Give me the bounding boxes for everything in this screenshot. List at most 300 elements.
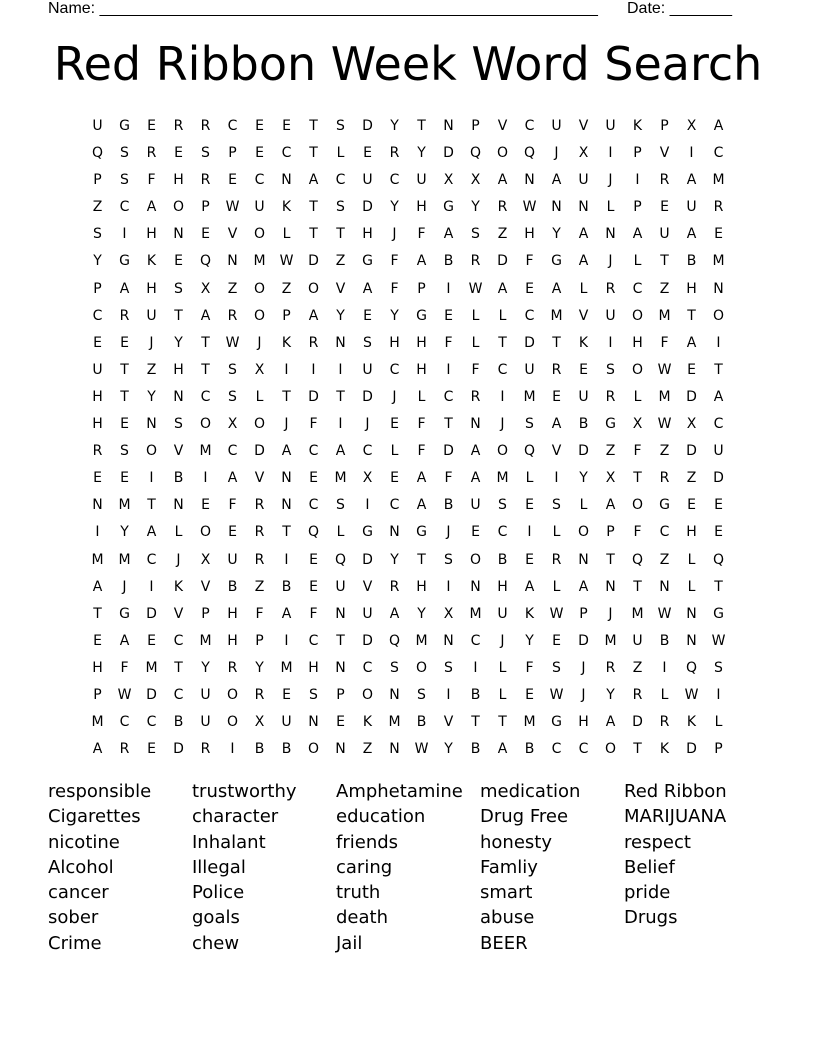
- grid-letter[interactable]: M: [280, 659, 293, 676]
- grid-letter[interactable]: Q: [523, 443, 536, 460]
- grid-letter[interactable]: N: [686, 605, 697, 622]
- grid-letter[interactable]: A: [227, 470, 238, 487]
- grid-letter[interactable]: R: [497, 199, 508, 216]
- grid-letter[interactable]: N: [281, 470, 292, 487]
- grid-letter[interactable]: L: [498, 659, 507, 676]
- grid-letter[interactable]: E: [336, 714, 345, 731]
- grid-letter[interactable]: K: [524, 605, 535, 622]
- grid-letter[interactable]: A: [632, 226, 643, 243]
- grid-letter[interactable]: I: [635, 172, 640, 189]
- grid-letter[interactable]: W: [657, 416, 672, 433]
- grid-letter[interactable]: H: [227, 605, 238, 622]
- grid-letter[interactable]: F: [147, 172, 156, 189]
- grid-letter[interactable]: X: [605, 470, 616, 487]
- grid-letter[interactable]: O: [496, 443, 509, 460]
- grid-letter[interactable]: N: [389, 741, 400, 758]
- grid-letter[interactable]: O: [226, 686, 239, 703]
- grid-letter[interactable]: T: [633, 470, 642, 487]
- grid-letter[interactable]: A: [281, 605, 292, 622]
- grid-letter[interactable]: D: [362, 118, 373, 134]
- grid-letter[interactable]: N: [443, 632, 454, 649]
- grid-letter[interactable]: K: [686, 714, 697, 731]
- grid-letter[interactable]: T: [174, 307, 183, 324]
- grid-letter[interactable]: M: [118, 551, 131, 568]
- grid-letter[interactable]: M: [712, 253, 725, 270]
- grid-letter[interactable]: W: [522, 199, 537, 216]
- grid-letter[interactable]: E: [120, 416, 129, 433]
- grid-letter[interactable]: H: [362, 226, 373, 243]
- grid-letter[interactable]: R: [308, 334, 319, 351]
- grid-letter[interactable]: I: [230, 741, 235, 758]
- grid-letter[interactable]: Y: [552, 226, 561, 243]
- grid-letter[interactable]: F: [255, 605, 264, 622]
- grid-letter[interactable]: W: [117, 686, 132, 703]
- grid-letter[interactable]: Z: [632, 659, 643, 676]
- grid-letter[interactable]: V: [578, 307, 589, 324]
- grid-letter[interactable]: S: [120, 443, 129, 460]
- grid-letter[interactable]: E: [552, 632, 561, 649]
- grid-letter[interactable]: G: [119, 118, 130, 134]
- grid-letter[interactable]: K: [146, 253, 157, 270]
- grid-letter[interactable]: D: [146, 686, 157, 703]
- grid-letter[interactable]: T: [201, 361, 210, 378]
- grid-letter[interactable]: W: [684, 686, 699, 703]
- grid-letter[interactable]: R: [119, 307, 130, 324]
- grid-letter[interactable]: R: [605, 280, 616, 297]
- grid-letter[interactable]: S: [336, 118, 345, 134]
- grid-letter[interactable]: D: [578, 443, 589, 460]
- grid-letter[interactable]: N: [227, 253, 238, 270]
- grid-letter[interactable]: W: [711, 632, 726, 649]
- grid-letter[interactable]: F: [228, 497, 237, 514]
- grid-letter[interactable]: E: [390, 416, 399, 433]
- grid-letter[interactable]: T: [444, 416, 453, 433]
- grid-letter[interactable]: S: [174, 280, 183, 297]
- grid-letter[interactable]: E: [147, 741, 156, 758]
- grid-letter[interactable]: L: [687, 551, 696, 568]
- grid-letter[interactable]: N: [173, 388, 184, 405]
- grid-letter[interactable]: O: [577, 524, 590, 541]
- grid-letter[interactable]: F: [390, 280, 399, 297]
- grid-letter[interactable]: R: [659, 172, 670, 189]
- grid-letter[interactable]: I: [203, 470, 208, 487]
- grid-letter[interactable]: A: [497, 280, 508, 297]
- grid-letter[interactable]: B: [281, 741, 292, 758]
- grid-letter[interactable]: G: [416, 524, 427, 541]
- grid-letter[interactable]: N: [659, 578, 670, 595]
- grid-letter[interactable]: R: [200, 118, 211, 134]
- grid-letter[interactable]: A: [551, 416, 562, 433]
- grid-letter[interactable]: J: [446, 524, 451, 541]
- grid-letter[interactable]: Q: [307, 524, 320, 541]
- grid-letter[interactable]: H: [416, 199, 427, 216]
- grid-letter[interactable]: Y: [93, 253, 102, 270]
- grid-letter[interactable]: U: [92, 118, 103, 134]
- grid-letter[interactable]: N: [578, 551, 589, 568]
- grid-letter[interactable]: Q: [199, 253, 212, 270]
- grid-letter[interactable]: E: [525, 280, 534, 297]
- grid-letter[interactable]: R: [389, 578, 400, 595]
- grid-letter[interactable]: C: [173, 632, 184, 649]
- grid-letter[interactable]: Y: [147, 388, 156, 405]
- grid-letter[interactable]: O: [469, 551, 482, 568]
- grid-letter[interactable]: I: [311, 361, 316, 378]
- grid-letter[interactable]: H: [92, 659, 103, 676]
- grid-letter[interactable]: A: [416, 253, 427, 270]
- grid-letter[interactable]: W: [468, 280, 483, 297]
- grid-letter[interactable]: T: [687, 307, 696, 324]
- grid-letter[interactable]: B: [686, 253, 697, 270]
- grid-letter[interactable]: L: [282, 226, 291, 243]
- grid-letter[interactable]: Z: [254, 578, 265, 595]
- grid-letter[interactable]: N: [605, 578, 616, 595]
- grid-letter[interactable]: C: [470, 632, 481, 649]
- grid-letter[interactable]: E: [714, 524, 723, 541]
- grid-letter[interactable]: A: [443, 226, 454, 243]
- grid-letter[interactable]: Y: [390, 199, 399, 216]
- grid-letter[interactable]: A: [497, 172, 508, 189]
- grid-letter[interactable]: R: [254, 497, 265, 514]
- grid-letter[interactable]: J: [149, 334, 154, 351]
- grid-letter[interactable]: R: [713, 199, 724, 216]
- grid-letter[interactable]: J: [554, 145, 559, 162]
- grid-letter[interactable]: E: [471, 524, 480, 541]
- grid-letter[interactable]: U: [524, 361, 535, 378]
- grid-letter[interactable]: I: [338, 416, 343, 433]
- grid-letter[interactable]: M: [415, 632, 428, 649]
- grid-letter[interactable]: A: [308, 172, 319, 189]
- grid-letter[interactable]: H: [686, 280, 697, 297]
- grid-letter[interactable]: K: [659, 741, 670, 758]
- grid-letter[interactable]: X: [200, 551, 211, 568]
- grid-letter[interactable]: M: [118, 497, 131, 514]
- grid-letter[interactable]: S: [714, 659, 723, 676]
- grid-letter[interactable]: R: [200, 172, 211, 189]
- grid-letter[interactable]: I: [554, 470, 559, 487]
- grid-letter[interactable]: S: [228, 361, 237, 378]
- grid-letter[interactable]: U: [362, 172, 373, 189]
- grid-letter[interactable]: D: [362, 632, 373, 649]
- grid-letter[interactable]: B: [416, 714, 427, 731]
- grid-letter[interactable]: U: [686, 199, 697, 216]
- grid-letter[interactable]: U: [362, 361, 373, 378]
- grid-letter[interactable]: R: [551, 551, 562, 568]
- grid-letter[interactable]: W: [657, 605, 672, 622]
- grid-letter[interactable]: T: [309, 199, 318, 216]
- grid-letter[interactable]: T: [660, 253, 669, 270]
- grid-letter[interactable]: E: [93, 334, 102, 351]
- grid-letter[interactable]: I: [338, 361, 343, 378]
- grid-letter[interactable]: A: [416, 470, 427, 487]
- grid-letter[interactable]: Y: [390, 307, 399, 324]
- grid-letter[interactable]: D: [443, 145, 454, 162]
- grid-letter[interactable]: Y: [390, 551, 399, 568]
- grid-letter[interactable]: T: [147, 497, 156, 514]
- grid-letter[interactable]: E: [687, 497, 696, 514]
- grid-letter[interactable]: I: [446, 361, 451, 378]
- grid-letter[interactable]: Z: [362, 741, 373, 758]
- grid-letter[interactable]: C: [524, 307, 535, 324]
- grid-letter[interactable]: U: [497, 605, 508, 622]
- grid-letter[interactable]: R: [254, 524, 265, 541]
- grid-letter[interactable]: V: [254, 470, 265, 487]
- grid-letter[interactable]: F: [525, 253, 534, 270]
- grid-letter[interactable]: C: [146, 551, 157, 568]
- grid-letter[interactable]: D: [686, 388, 697, 405]
- grid-letter[interactable]: I: [473, 659, 478, 676]
- grid-letter[interactable]: E: [525, 497, 534, 514]
- grid-letter[interactable]: Y: [201, 659, 210, 676]
- grid-letter[interactable]: N: [470, 416, 481, 433]
- grid-letter[interactable]: M: [91, 551, 104, 568]
- grid-letter[interactable]: M: [145, 659, 158, 676]
- grid-letter[interactable]: A: [605, 714, 616, 731]
- grid-letter[interactable]: I: [284, 632, 289, 649]
- grid-letter[interactable]: L: [552, 578, 561, 595]
- grid-letter[interactable]: E: [93, 632, 102, 649]
- grid-letter[interactable]: D: [686, 443, 697, 460]
- grid-letter[interactable]: O: [199, 416, 212, 433]
- grid-letter[interactable]: N: [605, 226, 616, 243]
- grid-letter[interactable]: T: [417, 551, 426, 568]
- grid-letter[interactable]: G: [551, 253, 562, 270]
- grid-letter[interactable]: B: [173, 714, 184, 731]
- name-field[interactable]: Name: ________________________________________________________: [48, 0, 598, 17]
- grid-letter[interactable]: C: [281, 145, 292, 162]
- grid-letter[interactable]: U: [335, 578, 346, 595]
- grid-letter[interactable]: Y: [579, 470, 588, 487]
- grid-letter[interactable]: K: [173, 578, 184, 595]
- grid-letter[interactable]: L: [633, 253, 642, 270]
- grid-letter[interactable]: C: [335, 172, 346, 189]
- grid-letter[interactable]: C: [362, 659, 373, 676]
- grid-letter[interactable]: C: [497, 524, 508, 541]
- grid-letter[interactable]: Y: [606, 686, 615, 703]
- grid-letter[interactable]: J: [365, 416, 370, 433]
- grid-letter[interactable]: H: [92, 388, 103, 405]
- grid-letter[interactable]: A: [578, 253, 589, 270]
- grid-letter[interactable]: C: [497, 361, 508, 378]
- grid-letter[interactable]: S: [552, 659, 561, 676]
- grid-letter[interactable]: P: [201, 605, 210, 622]
- grid-letter[interactable]: E: [390, 470, 399, 487]
- grid-letter[interactable]: U: [92, 361, 103, 378]
- grid-letter[interactable]: M: [199, 443, 212, 460]
- grid-letter[interactable]: E: [363, 145, 372, 162]
- grid-letter[interactable]: S: [174, 416, 183, 433]
- grid-letter[interactable]: S: [525, 416, 534, 433]
- grid-letter[interactable]: X: [254, 361, 265, 378]
- grid-letter[interactable]: J: [581, 659, 586, 676]
- grid-letter[interactable]: L: [633, 388, 642, 405]
- grid-letter[interactable]: Q: [469, 145, 482, 162]
- grid-letter[interactable]: E: [309, 551, 318, 568]
- grid-letter[interactable]: Y: [525, 632, 534, 649]
- grid-letter[interactable]: T: [714, 361, 723, 378]
- grid-letter[interactable]: L: [336, 145, 345, 162]
- grid-letter[interactable]: C: [146, 714, 157, 731]
- grid-letter[interactable]: T: [282, 524, 291, 541]
- grid-letter[interactable]: B: [254, 741, 265, 758]
- grid-letter[interactable]: A: [281, 443, 292, 460]
- grid-letter[interactable]: U: [605, 307, 616, 324]
- grid-letter[interactable]: E: [687, 361, 696, 378]
- grid-letter[interactable]: R: [254, 551, 265, 568]
- grid-letter[interactable]: I: [149, 470, 154, 487]
- grid-letter[interactable]: Z: [659, 551, 670, 568]
- grid-letter[interactable]: Z: [659, 443, 670, 460]
- grid-letter[interactable]: T: [93, 605, 102, 622]
- grid-letter[interactable]: N: [686, 632, 697, 649]
- grid-letter[interactable]: E: [552, 388, 561, 405]
- grid-letter[interactable]: P: [201, 199, 210, 216]
- grid-letter[interactable]: P: [255, 632, 264, 649]
- grid-letter[interactable]: X: [686, 416, 697, 433]
- grid-letter[interactable]: E: [93, 470, 102, 487]
- grid-letter[interactable]: D: [308, 253, 319, 270]
- grid-letter[interactable]: A: [200, 307, 211, 324]
- grid-letter[interactable]: M: [496, 470, 509, 487]
- grid-letter[interactable]: C: [551, 741, 562, 758]
- grid-letter[interactable]: E: [309, 578, 318, 595]
- grid-letter[interactable]: S: [606, 361, 615, 378]
- grid-letter[interactable]: S: [444, 659, 453, 676]
- grid-letter[interactable]: B: [470, 741, 481, 758]
- grid-letter[interactable]: G: [605, 416, 616, 433]
- grid-letter[interactable]: J: [581, 686, 586, 703]
- grid-letter[interactable]: J: [176, 551, 181, 568]
- grid-letter[interactable]: C: [659, 524, 670, 541]
- grid-letter[interactable]: A: [362, 280, 373, 297]
- grid-letter[interactable]: L: [471, 307, 480, 324]
- grid-letter[interactable]: E: [255, 118, 264, 134]
- grid-letter[interactable]: E: [282, 118, 291, 134]
- grid-letter[interactable]: R: [254, 686, 265, 703]
- grid-letter[interactable]: P: [282, 307, 291, 324]
- grid-letter[interactable]: C: [308, 632, 319, 649]
- grid-letter[interactable]: A: [146, 199, 157, 216]
- grid-letter[interactable]: U: [146, 307, 157, 324]
- grid-letter[interactable]: O: [199, 524, 212, 541]
- grid-letter[interactable]: F: [309, 605, 318, 622]
- grid-letter[interactable]: V: [551, 443, 562, 460]
- grid-letter[interactable]: L: [498, 307, 507, 324]
- grid-letter[interactable]: D: [254, 443, 265, 460]
- grid-letter[interactable]: J: [122, 578, 127, 595]
- grid-letter[interactable]: Z: [335, 253, 346, 270]
- grid-letter[interactable]: C: [119, 199, 130, 216]
- grid-letter[interactable]: P: [633, 199, 642, 216]
- grid-letter[interactable]: R: [470, 253, 481, 270]
- grid-letter[interactable]: E: [660, 199, 669, 216]
- grid-letter[interactable]: S: [120, 172, 129, 189]
- grid-letter[interactable]: S: [336, 199, 345, 216]
- grid-letter[interactable]: A: [470, 443, 481, 460]
- grid-letter[interactable]: D: [362, 199, 373, 216]
- grid-letter[interactable]: V: [200, 578, 211, 595]
- grid-letter[interactable]: H: [686, 524, 697, 541]
- grid-letter[interactable]: I: [149, 578, 154, 595]
- grid-letter[interactable]: L: [471, 334, 480, 351]
- grid-letter[interactable]: S: [417, 686, 426, 703]
- grid-letter[interactable]: R: [551, 361, 562, 378]
- grid-letter[interactable]: M: [523, 388, 536, 405]
- grid-letter[interactable]: T: [633, 578, 642, 595]
- grid-letter[interactable]: H: [389, 334, 400, 351]
- grid-letter[interactable]: B: [578, 416, 589, 433]
- grid-letter[interactable]: Z: [146, 361, 157, 378]
- grid-letter[interactable]: X: [443, 172, 454, 189]
- grid-letter[interactable]: J: [608, 253, 613, 270]
- grid-letter[interactable]: N: [335, 659, 346, 676]
- grid-letter[interactable]: U: [227, 551, 238, 568]
- grid-letter[interactable]: C: [173, 686, 184, 703]
- grid-letter[interactable]: H: [632, 334, 643, 351]
- grid-letter[interactable]: R: [605, 659, 616, 676]
- grid-letter[interactable]: R: [227, 659, 238, 676]
- grid-letter[interactable]: X: [686, 118, 697, 134]
- grid-letter[interactable]: C: [308, 443, 319, 460]
- grid-letter[interactable]: T: [309, 145, 318, 162]
- grid-letter[interactable]: R: [659, 470, 670, 487]
- grid-letter[interactable]: M: [523, 714, 536, 731]
- grid-letter[interactable]: A: [713, 388, 724, 405]
- grid-letter[interactable]: Z: [92, 199, 103, 216]
- grid-letter[interactable]: D: [362, 551, 373, 568]
- grid-letter[interactable]: F: [390, 253, 399, 270]
- grid-letter[interactable]: G: [659, 497, 670, 514]
- grid-letter[interactable]: M: [388, 714, 401, 731]
- grid-letter[interactable]: V: [578, 118, 589, 134]
- grid-letter[interactable]: T: [471, 714, 480, 731]
- grid-letter[interactable]: H: [227, 632, 238, 649]
- grid-letter[interactable]: L: [498, 686, 507, 703]
- grid-letter[interactable]: C: [254, 172, 265, 189]
- grid-letter[interactable]: C: [227, 118, 238, 134]
- grid-letter[interactable]: Q: [334, 551, 347, 568]
- grid-letter[interactable]: O: [253, 280, 266, 297]
- grid-letter[interactable]: A: [524, 578, 535, 595]
- grid-letter[interactable]: N: [335, 605, 346, 622]
- grid-letter[interactable]: P: [93, 280, 102, 297]
- grid-letter[interactable]: F: [633, 443, 642, 460]
- grid-letter[interactable]: L: [606, 199, 615, 216]
- grid-letter[interactable]: W: [657, 361, 672, 378]
- grid-letter[interactable]: Z: [281, 280, 292, 297]
- grid-letter[interactable]: H: [497, 578, 508, 595]
- grid-letter[interactable]: N: [389, 524, 400, 541]
- grid-letter[interactable]: E: [525, 551, 534, 568]
- grid-letter[interactable]: A: [119, 280, 130, 297]
- grid-letter[interactable]: E: [120, 470, 129, 487]
- grid-letter[interactable]: B: [470, 686, 481, 703]
- grid-letter[interactable]: E: [174, 253, 183, 270]
- grid-letter[interactable]: A: [335, 443, 346, 460]
- grid-letter[interactable]: T: [498, 334, 507, 351]
- grid-letter[interactable]: T: [336, 632, 345, 649]
- grid-letter[interactable]: O: [631, 361, 644, 378]
- grid-letter[interactable]: C: [578, 741, 589, 758]
- grid-letter[interactable]: A: [551, 280, 562, 297]
- grid-letter[interactable]: O: [172, 199, 185, 216]
- grid-letter[interactable]: J: [257, 334, 262, 351]
- grid-letter[interactable]: Y: [417, 605, 426, 622]
- grid-letter[interactable]: O: [631, 307, 644, 324]
- grid-letter[interactable]: N: [308, 714, 319, 731]
- grid-letter[interactable]: I: [662, 659, 667, 676]
- grid-letter[interactable]: M: [604, 632, 617, 649]
- grid-letter[interactable]: H: [146, 226, 157, 243]
